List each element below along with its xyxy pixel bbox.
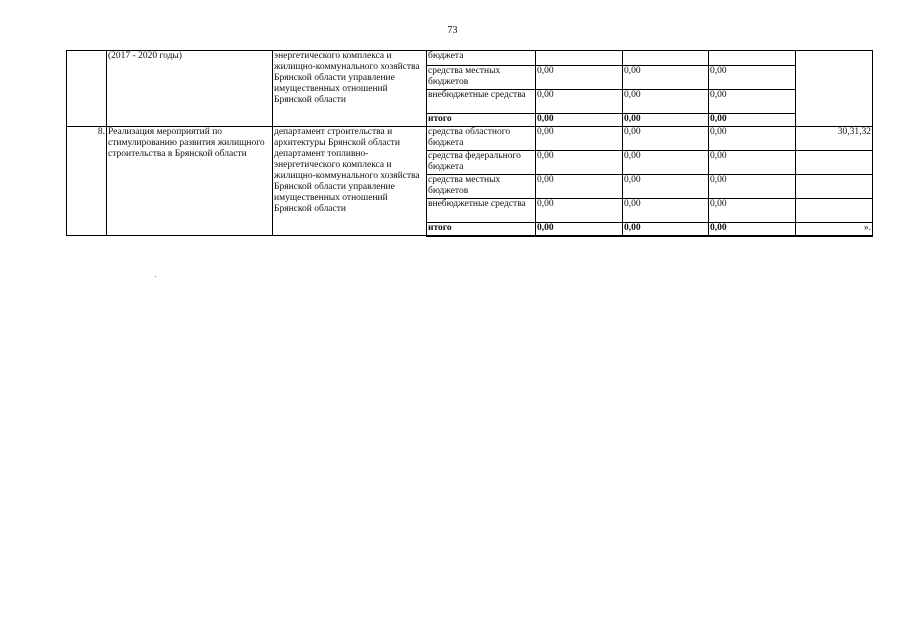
funding-source-cell: внебюджетные средства bbox=[427, 199, 536, 223]
amount-cell: 0,00 bbox=[623, 66, 709, 90]
amount-cell: 0,00 bbox=[536, 90, 623, 114]
executor-cell: департамент строительства и архитектуры Брянской области департамент топливно-энергетического комплекса и жилищно-коммунального хозяйства Брянской области управление имущественных отношений Брянской области bbox=[273, 127, 427, 236]
measure-cell: Реализация мероприятий по стимулированию развития жилищного строительства в Брянской области bbox=[107, 127, 273, 236]
funding-source-cell: средства областного бюджета bbox=[427, 127, 536, 151]
table-row bbox=[67, 51, 873, 66]
table-row bbox=[67, 127, 873, 151]
measure-cell: (2017 - 2020 годы) bbox=[107, 51, 273, 127]
amount-cell: 0,00 bbox=[709, 151, 796, 175]
funding-source-cell: средства федерального бюджета bbox=[427, 151, 536, 175]
amount-cell bbox=[623, 51, 709, 66]
amount-cell: 0,00 bbox=[623, 175, 709, 199]
executor-cell: энергетического комплекса и жилищно-коммунального хозяйства Брянской области управление имущественных отношений Брянской области bbox=[273, 51, 427, 127]
total-amount-cell: 0,00 bbox=[709, 223, 796, 236]
funding-source-cell: средства местных бюджетов bbox=[427, 66, 536, 90]
amount-cell: 0,00 bbox=[536, 66, 623, 90]
total-label-cell: итого bbox=[427, 114, 536, 127]
amount-cell: 0,00 bbox=[623, 199, 709, 223]
total-amount-cell: 0,00 bbox=[536, 114, 623, 127]
closing-mark-cell: ». bbox=[796, 223, 873, 236]
row-number-cell bbox=[67, 51, 107, 127]
amount-cell bbox=[536, 51, 623, 66]
row-number-cell: 8. bbox=[67, 127, 107, 236]
total-amount-cell: 0,00 bbox=[623, 114, 709, 127]
amount-cell: 0,00 bbox=[623, 90, 709, 114]
reference-cell bbox=[796, 175, 873, 199]
total-amount-cell: 0,00 bbox=[709, 114, 796, 127]
total-amount-cell: 0,00 bbox=[623, 223, 709, 236]
amount-cell: 0,00 bbox=[709, 199, 796, 223]
funding-source-cell: внебюджетные средства bbox=[427, 90, 536, 114]
funding-source-cell: бюджета bbox=[427, 51, 536, 66]
amount-cell: 0,00 bbox=[709, 175, 796, 199]
total-label-cell: итого bbox=[427, 223, 536, 236]
amount-cell: 0,00 bbox=[536, 175, 623, 199]
reference-cell bbox=[796, 151, 873, 175]
amount-cell: 0,00 bbox=[536, 151, 623, 175]
amount-cell bbox=[709, 51, 796, 66]
amount-cell: 0,00 bbox=[623, 127, 709, 151]
amount-cell: 0,00 bbox=[709, 90, 796, 114]
amount-cell: 0,00 bbox=[536, 199, 623, 223]
page-number: 73 bbox=[447, 25, 458, 36]
reference-cell bbox=[796, 199, 873, 223]
funding-source-cell: средства местных бюджетов bbox=[427, 175, 536, 199]
reference-cell: 30,31,32 bbox=[796, 127, 873, 151]
amount-cell: 0,00 bbox=[536, 127, 623, 151]
reference-cell bbox=[796, 51, 873, 127]
budget-table bbox=[66, 50, 873, 237]
scan-speck bbox=[155, 276, 156, 277]
amount-cell: 0,00 bbox=[623, 151, 709, 175]
amount-cell: 0,00 bbox=[709, 66, 796, 90]
total-amount-cell: 0,00 bbox=[536, 223, 623, 236]
amount-cell: 0,00 bbox=[709, 127, 796, 151]
